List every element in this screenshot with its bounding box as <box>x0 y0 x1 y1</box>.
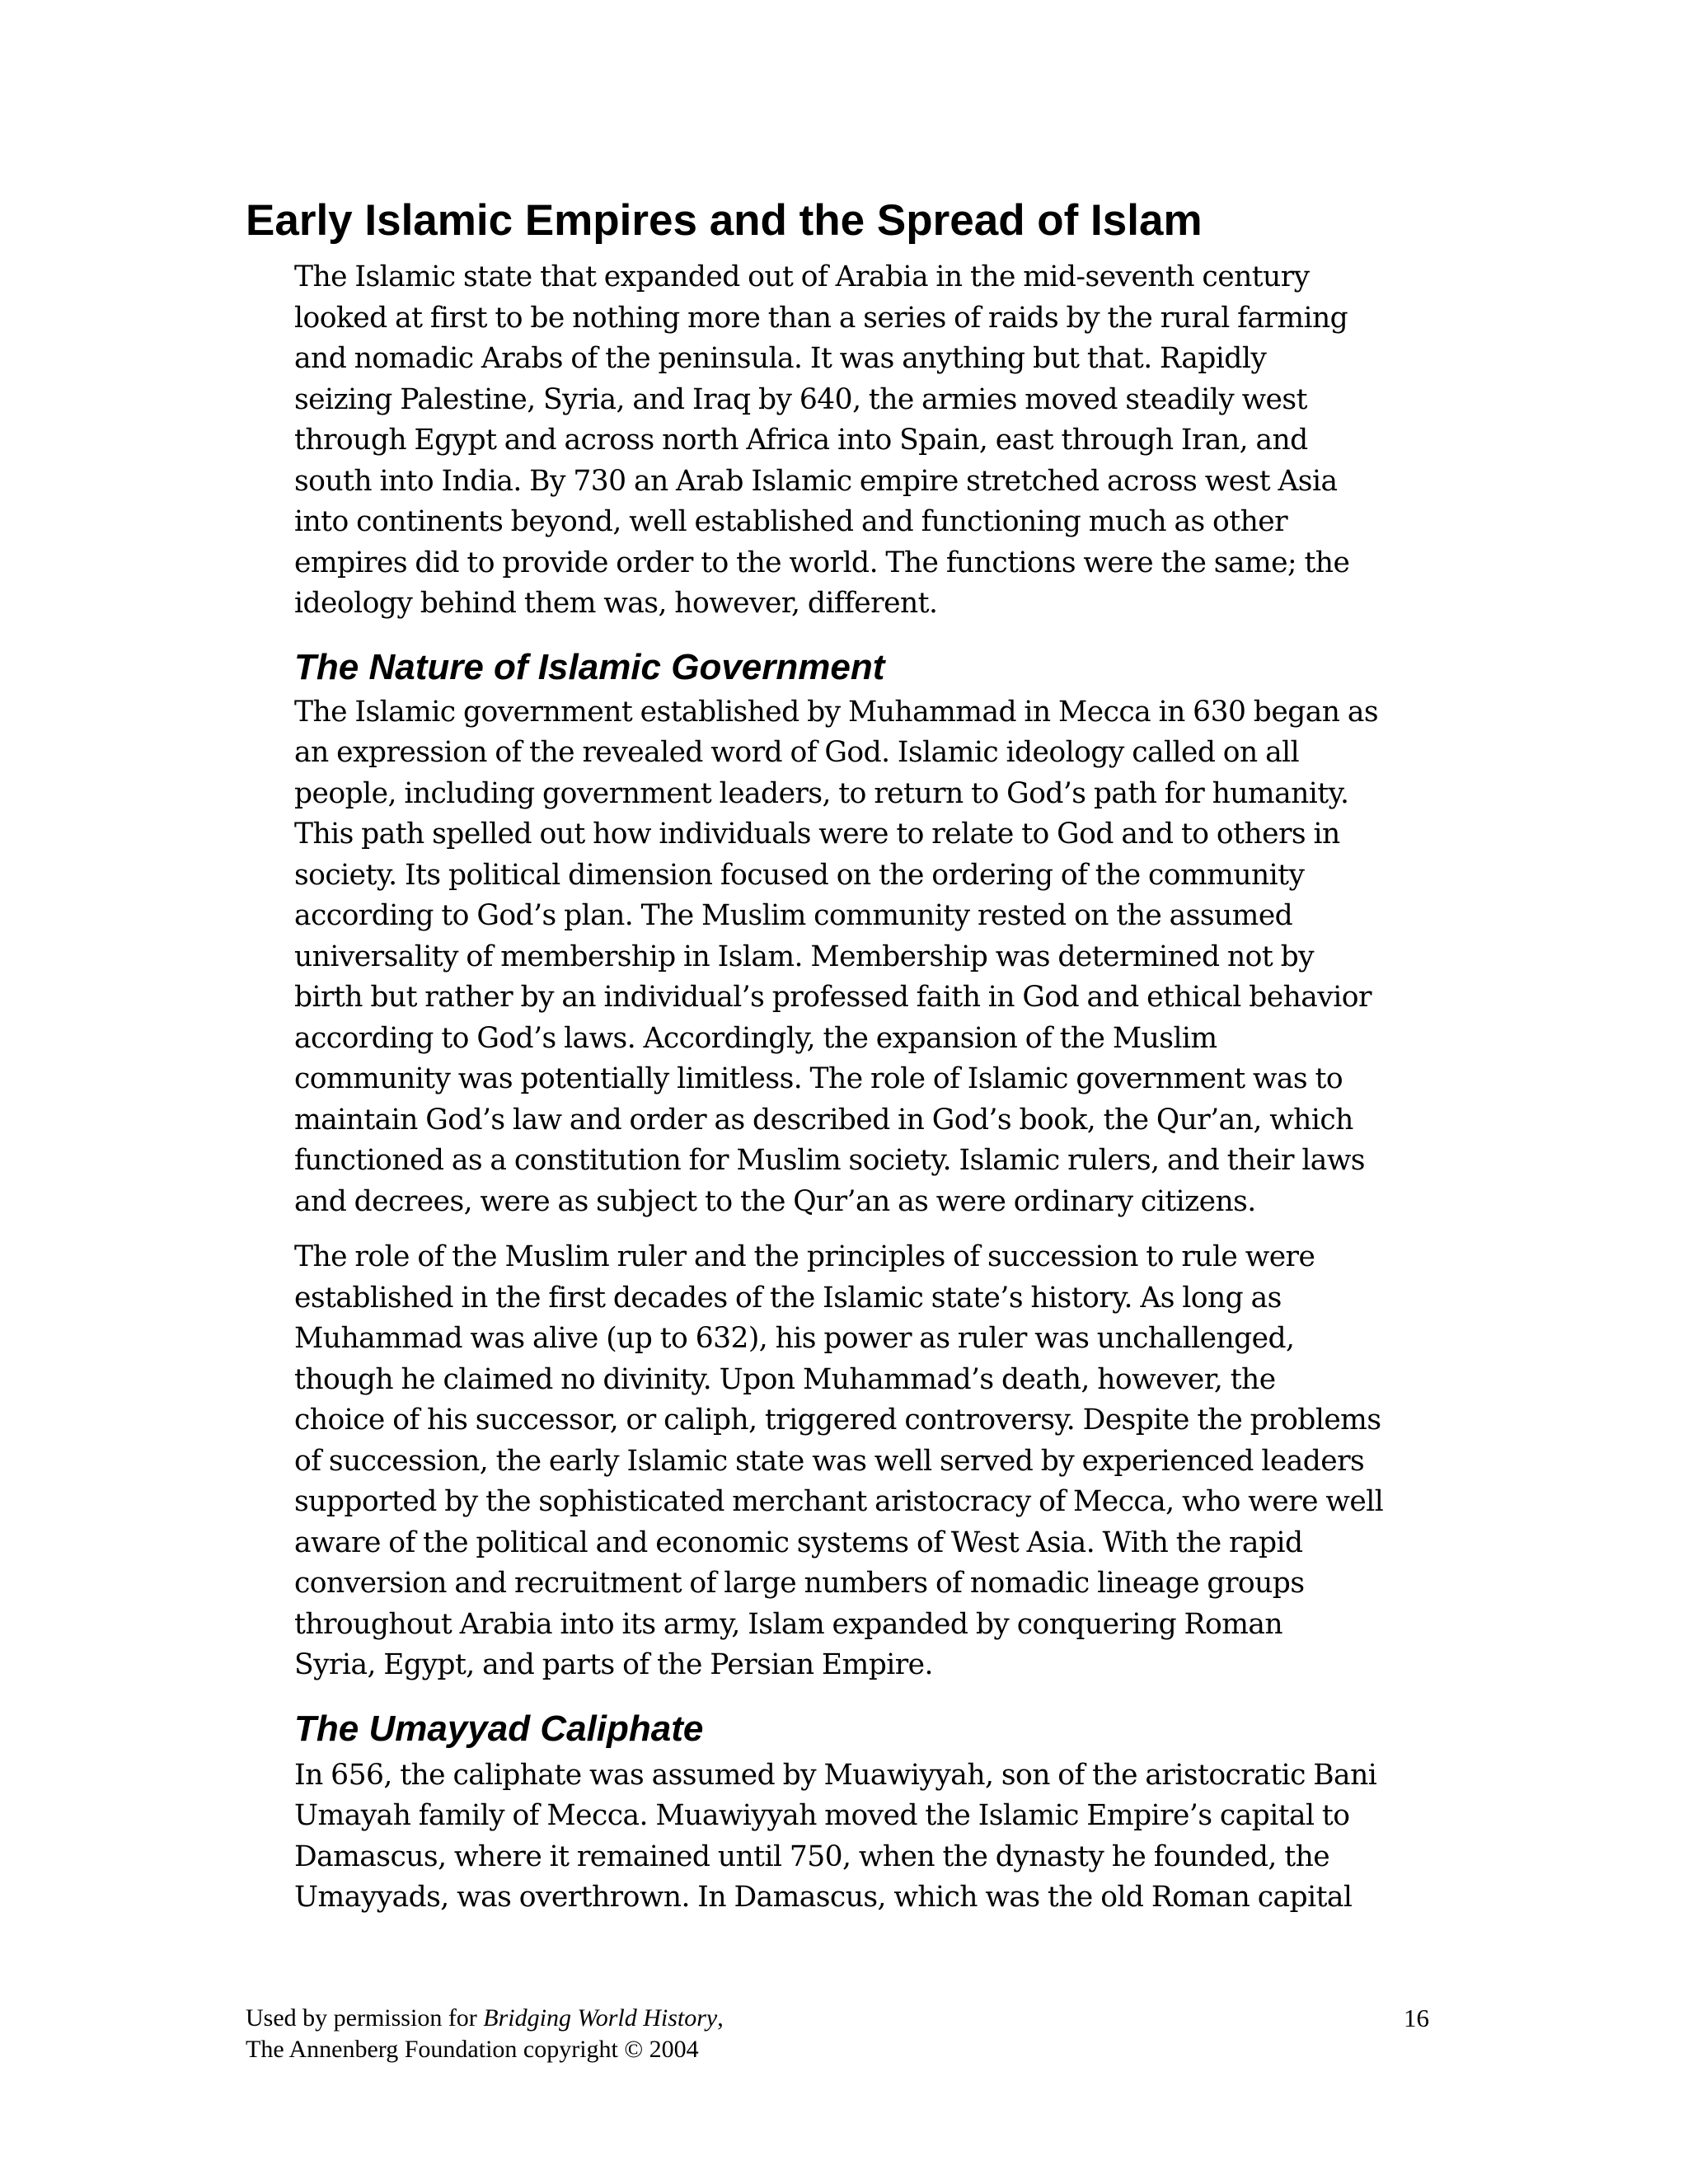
text-line: according to God’s laws. Accordingly, the expansion of the Muslim <box>294 1021 1217 1055</box>
text-line: functioned as a constitution for Muslim society. Islamic rulers, and their laws <box>294 1144 1365 1177</box>
text-line: The Islamic state that expanded out of Arabia in the mid-seventh century <box>294 260 1310 293</box>
text-line: maintain God’s law and order as described in God’s book, the Qur’an, which <box>294 1103 1353 1137</box>
text-line: through Egypt and across north Africa into Spain, east through Iran, and <box>294 424 1308 457</box>
text-line: In 656, the caliphate was assumed by Muawiyyah, son of the aristocratic Bani <box>294 1758 1377 1792</box>
text-line: The role of the Muslim ruler and the principles of succession to rule were <box>294 1240 1315 1273</box>
text-line: people, including government leaders, to return to God’s path for humanity. <box>294 776 1349 810</box>
section-heading-umayyad-caliphate: The Umayyad Caliphate <box>294 1708 704 1749</box>
text-line: established in the first decades of the Islamic state’s history. As long as <box>294 1281 1282 1315</box>
government-paragraph-2 <box>294 1237 1423 1686</box>
government-paragraph-1 <box>294 692 1423 1223</box>
umayyad-paragraph <box>294 1755 1423 1919</box>
text-line: This path spelled out how individuals were to relate to God and to others in <box>294 818 1340 851</box>
text-line: though he claimed no divinity. Upon Muhammad’s death, however, the <box>294 1362 1276 1396</box>
footer-attribution <box>246 2003 724 2065</box>
footer-permission-prefix: Used by permission for <box>246 2004 484 2032</box>
text-line: an expression of the revealed word of God. Islamic ideology called on all <box>294 736 1300 769</box>
text-line: birth but rather by an individual’s professed faith in God and ethical behavior <box>294 981 1372 1014</box>
footer-permission-suffix: , <box>717 2004 724 2032</box>
text-line: according to God’s plan. The Muslim community rested on the assumed <box>294 899 1293 932</box>
footer-book-title: Bridging World History <box>483 2004 718 2032</box>
text-line: seizing Palestine, Syria, and Iraq by 640, the armies moved steadily west <box>294 382 1307 416</box>
text-line: society. Its political dimension focused on the ordering of the community <box>294 858 1305 892</box>
text-line: Umayyads, was overthrown. In Damascus, which was the old Roman capital <box>294 1881 1353 1914</box>
intro-paragraph <box>294 257 1423 625</box>
text-line: Syria, Egypt, and parts of the Persian Empire. <box>294 1648 933 1681</box>
page-title: Early Islamic Empires and the Spread of Islam <box>246 196 1203 245</box>
text-line: The Islamic government established by Muhammad in Mecca in 630 began as <box>294 695 1379 729</box>
text-line: ideology behind them was, however, different. <box>294 587 938 620</box>
text-line: and decrees, were as subject to the Qur’an as were ordinary citizens. <box>294 1184 1256 1218</box>
text-line: and nomadic Arabs of the peninsula. It was anything but that. Rapidly <box>294 342 1267 375</box>
text-line: Umayah family of Mecca. Muawiyyah moved the Islamic Empire’s capital to <box>294 1799 1350 1832</box>
text-line: throughout Arabia into its army, Islam expanded by conquering Roman <box>294 1607 1283 1641</box>
footer-copyright-line: The Annenberg Foundation copyright © 2004 <box>246 2036 699 2063</box>
text-line: supported by the sophisticated merchant aristocracy of Mecca, who were well <box>294 1485 1384 1518</box>
text-line: community was potentially limitless. The role of Islamic government was to <box>294 1062 1343 1095</box>
footer-permission-line <box>246 2003 724 2034</box>
section-heading-nature-of-islamic-government: The Nature of Islamic Government <box>294 646 885 687</box>
article-body <box>294 257 1423 1919</box>
text-line: empires did to provide order to the world. The functions were the same; the <box>294 546 1350 579</box>
text-line: of succession, the early Islamic state was well served by experienced leaders <box>294 1444 1365 1478</box>
text-line: into continents beyond, well established and functioning much as other <box>294 505 1288 538</box>
page-number: 16 <box>1404 2004 1429 2032</box>
text-line: conversion and recruitment of large numbers of nomadic lineage groups <box>294 1567 1305 1600</box>
text-line: Damascus, where it remained until 750, when the dynasty he founded, the <box>294 1840 1330 1873</box>
text-line: choice of his successor, or caliph, triggered controversy. Despite the problems <box>294 1404 1381 1436</box>
text-line: universality of membership in Islam. Membership was determined not by <box>294 940 1315 973</box>
text-line: aware of the political and economic systems of West Asia. With the rapid <box>294 1526 1303 1559</box>
text-line: looked at first to be nothing more than a series of raids by the rural farming <box>294 301 1348 335</box>
text-line: south into India. By 730 an Arab Islamic empire stretched across west Asia <box>294 464 1338 498</box>
text-line: Muhammad was alive (up to 632), his power as ruler was unchallenged, <box>294 1322 1295 1355</box>
